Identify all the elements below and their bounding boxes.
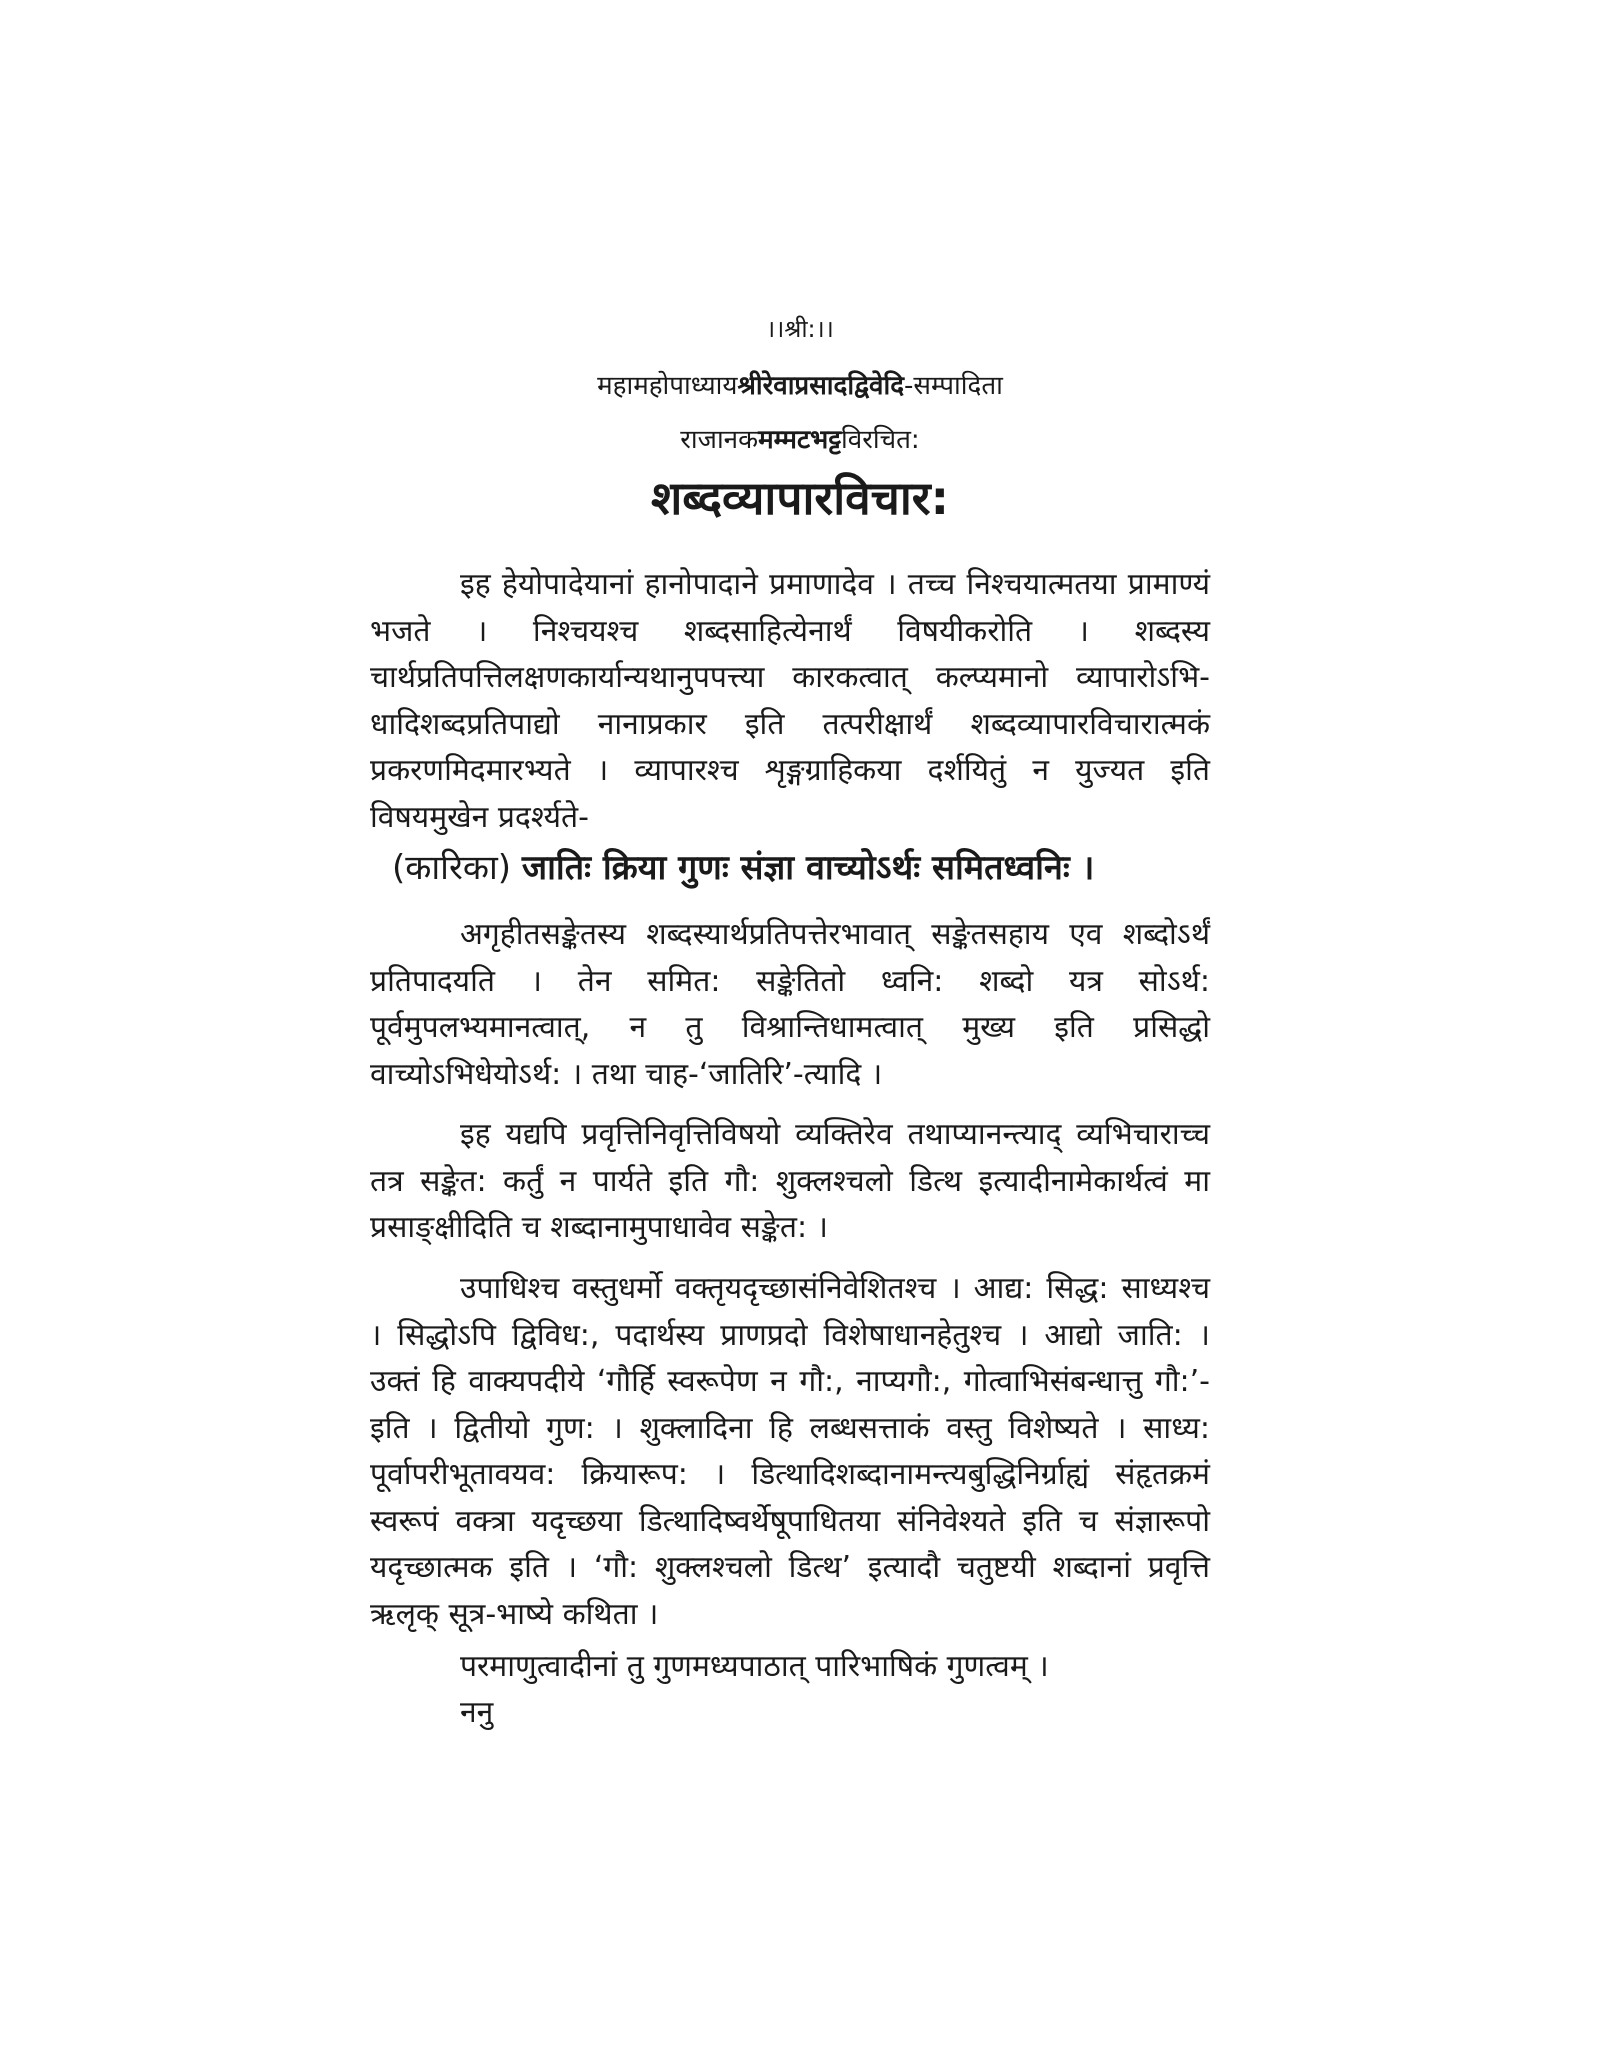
karika-text: जातिः क्रिया गुणः संज्ञा वाच्योऽर्थः समितध्वनिः ।: [521, 848, 1095, 888]
page-title: शब्दव्यापारविचार:: [650, 471, 950, 525]
editor-name: श्रीरेवाप्रसादद्विवेदि: [737, 371, 905, 401]
paragraph-vyakti: इह यद्यपि प्रवृत्तिनिवृत्तिविषयो व्यक्तिरेव तथाप्यानन्त्याद् व्यभिचाराच्च तत्र सङ्केत: कर्तुं न पार्यते इति गौ: शुक्लश्चलो डित्थ इत्यादीनामेकार्थत्वं मा प्रसाङ्क्षीदिति च शब्दानामुपाधावेव सङ्केत: ।: [370, 1117, 1210, 1245]
paragraph-paramanu: परमाणुत्वादीनां तु गुणमध्यपाठात् पारिभाषिकं गुणत्वम् ।: [460, 1649, 1049, 1684]
editor-prefix: महामहोपाध्याय: [597, 371, 738, 401]
karika-verse: [370, 846, 1210, 890]
author-suffix: विरचित:: [841, 425, 920, 455]
paragraph-nanu: ननु: [460, 1695, 494, 1730]
karika-label: (कारिका): [392, 848, 512, 888]
paragraph-upadhi: उपाधिश्च वस्तुधर्मो वक्तृयदृच्छासंनिवेशितश्च । आद्य: सिद्ध: साध्यश्च । सिद्धोऽपि द्विविध:, पदार्थस्य प्राणप्रदो विशेषाधानहेतुश्च । आद्यो जाति: । उक्तं हि वाक्यपदीये ‘गौर्हि स्वरूपेण न गौ:, नाप्यगौ:, गोत्वाभिसंबन्धात्तु गौ:’-इति । द्वितीयो गुण: । शुक्लादिना हि लब्धसत्ताकं वस्तु विशेष्यते । साध्य: पूर्वापरीभूतावयव: क्रियारूप: । डित्थादिशब्दानामन्त्यबुद्धिनिर्ग्राह्यं संहृतक्रमं स्वरूपं वक्त्रा यदृच्छया डित्थादिष्वर्थेषूपाधितया संनिवेश्यते इति च संज्ञारूपो यदृच्छात्मक इति । ‘गौ: शुक्लश्चलो डित्थ’ इत्यादौ चतुष्टयी शब्दानां प्रवृत्ति ऋलृक् सूत्र-भाष्ये कथिता ।: [370, 1271, 1210, 1632]
editor-suffix: -सम्पादिता: [904, 371, 1003, 401]
paragraph-sanketa: अगृहीतसङ्केतस्य शब्दस्यार्थप्रतिपत्तेरभावात् सङ्केतसहाय एव शब्दोऽर्थं प्रतिपादयति । तेन समित: सङ्केतितो ध्वनि: शब्दो यत्र सोऽर्थ: पूर्वमुपलभ्यमानत्वात्, न तु विश्रान्तिधामत्वात् मुख्य इति प्रसिद्धो वाच्योऽभिधेयोऽर्थ: । तथा चाह-‘जातिरि’-त्यादि ।: [370, 917, 1210, 1092]
editor-line: [0, 366, 1600, 402]
author-name: मम्मटभट्ट: [758, 425, 842, 455]
paragraph-intro: इह हेयोपादेयानां हानोपादाने प्रमाणादेव । तच्च निश्चयात्मतया प्रामाण्यं भजते । निश्चयश्च शब्दसाहित्येनार्थं विषयीकरोति । शब्दस्य चार्थप्रतिपत्तिलक्षणकार्यान्यथानुपपत्त्या कारकत्वात् कल्प्यमानो व्यापारोऽभि-धादिशब्दप्रतिपाद्यो नानाप्रकार इति तत्परीक्षार्थं शब्दव्यापारविचारात्मकं प्रकरणमिदमारभ्यते । व्यापारश्च शृङ्गग्राहिकया दर्शयितुं न युज्यत इति विषयमुखेन प्रदर्श्यते-: [370, 567, 1210, 835]
author-prefix: राजानक: [680, 425, 759, 455]
invocation-line: ।।श्री:।।: [766, 315, 834, 343]
author-line: [0, 420, 1600, 456]
